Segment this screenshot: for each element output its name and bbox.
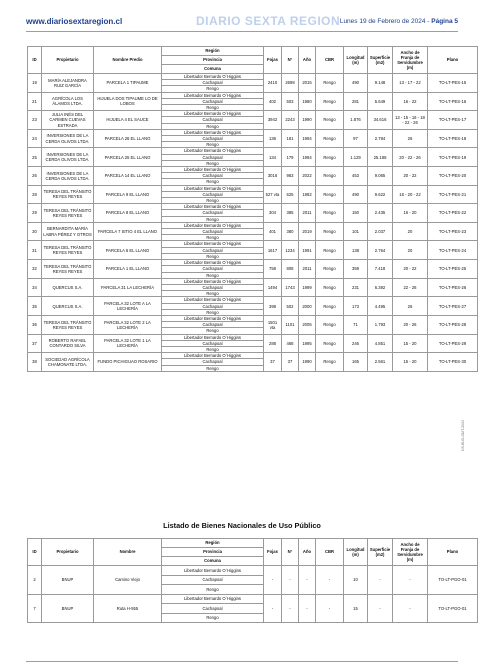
cell-id: 25 [28, 148, 42, 167]
cell-cbr: Rengo [316, 315, 344, 334]
cell-plan: TO-LT-PGO-01 [428, 594, 478, 623]
cell-region: Libertador Bernardo O´Higgins [162, 594, 264, 604]
cell-owner: QUERCUS S.A. [42, 297, 94, 316]
cell-plan: TO-LT-PES-23 [428, 222, 478, 241]
cell-province: Cachapoal [162, 575, 264, 585]
cell-id: 19 [28, 74, 42, 93]
cell-fojas: 37 [264, 353, 282, 372]
cell-region: Libertador Bernardo O´Higgins [162, 278, 264, 284]
cell-surface: 25.188 [368, 148, 393, 167]
cell-region: Libertador Bernardo O´Higgins [162, 566, 264, 576]
col-header-province: Provincia [162, 548, 264, 557]
cell-num: 808 [282, 260, 299, 279]
cell-id: 36 [28, 315, 42, 334]
cell-region: Libertador Bernardo O´Higgins [162, 260, 264, 266]
cell-province: Cachapoal [162, 154, 264, 160]
cell-province: Cachapoal [162, 229, 264, 235]
col-header-commune: Comuna [162, 557, 264, 566]
cell-num: 1101 [282, 315, 299, 334]
cell-surface: 5.649 [368, 92, 393, 111]
cell-year: - [299, 594, 316, 623]
cell-year: 1999 [299, 278, 316, 297]
cell-strip: 15 - 20 [393, 334, 428, 353]
cell-length: 165 [344, 353, 368, 372]
cell-year: 2005 [299, 315, 316, 334]
public-goods-table-body [28, 566, 478, 623]
cell-length: 138 [344, 241, 368, 260]
cell-plan: TO-LT-PES-17 [428, 111, 478, 130]
col-header-plan: Plano [428, 47, 478, 74]
cell-fojas: 304 [264, 204, 282, 223]
cell-surface: 9.148 [368, 74, 393, 93]
cell-id: 38 [28, 353, 42, 372]
cell-property: FUNDO PICHIGUAO ROSARIO [94, 353, 162, 372]
cell-region: Libertador Bernardo O´Higgins [162, 297, 264, 303]
cell-province: Cachapoal [162, 136, 264, 142]
table-row [28, 594, 478, 604]
cell-fojas: 134 [264, 148, 282, 167]
cell-year: - [299, 566, 316, 595]
cell-province: Cachapoal [162, 322, 264, 328]
cell-owner: AGRÍCOLA LOS ÁLAMOS LTDA. [42, 92, 94, 111]
cell-plan: TO-LT-PES-22 [428, 204, 478, 223]
cell-fojas: - [264, 594, 282, 623]
cell-plan: TO-LT-PES-26 [428, 278, 478, 297]
cell-num: 503 [282, 92, 299, 111]
cell-fojas: 398 [264, 297, 282, 316]
cell-province: Cachapoal [162, 303, 264, 309]
cell-owner: BERNARDITA MARÍA LABRA PÉREZ Y OTROS [42, 222, 94, 241]
cell-owner: JULIA INÉS DEL CARMEN CUEVAS ESTRADA [42, 111, 94, 130]
cell-region: Libertador Bernardo O´Higgins [162, 353, 264, 359]
cell-strip: 16 - 22 [393, 92, 428, 111]
cell-owner: ROBERTO RAFAEL CONTARDO SILVA [42, 334, 94, 353]
cell-commune: Rengo [162, 216, 264, 222]
cell-cbr: - [316, 594, 344, 623]
cell-id: 24 [28, 129, 42, 148]
cell-property: PARCELA 1 TIPAUME [94, 74, 162, 93]
cell-surface: 2.561 [368, 353, 393, 372]
cell-property: PARCELA 1 EL LLANO [94, 260, 162, 279]
cell-surface: 2.764 [368, 241, 393, 260]
cell-commune: Rengo [162, 160, 264, 166]
cell-fojas: 1501 vta [264, 315, 282, 334]
cell-cbr: Rengo [316, 92, 344, 111]
public-goods-table [27, 538, 478, 623]
cell-year: 1994 [299, 148, 316, 167]
cell-length: 359 [344, 260, 368, 279]
cell-surface: - [368, 594, 393, 623]
cell-id: 32 [28, 260, 42, 279]
cell-property: PARCELA 31 LA LECHERÍA [94, 278, 162, 297]
cell-num: 625 [282, 185, 299, 204]
col-header-id: ID [28, 539, 42, 566]
cell-province: Cachapoal [162, 604, 264, 614]
cell-plan: TO-LT-PES-20 [428, 167, 478, 186]
cell-strip: 16 - 20 [393, 204, 428, 223]
cell-surface: 2.435 [368, 204, 393, 223]
cell-num: - [282, 594, 299, 623]
col-header-property: Nombre Predio [94, 47, 162, 74]
cell-num: 179 [282, 148, 299, 167]
cell-province: Cachapoal [162, 284, 264, 290]
col-header-strip: Ancho de Franja de Servidumbre (m) [393, 47, 428, 74]
cell-region: Libertador Bernardo O´Higgins [162, 315, 264, 321]
cell-strip: - [393, 594, 428, 623]
cell-fojas: 401 [264, 222, 282, 241]
cell-commune: Rengo [162, 613, 264, 623]
cell-fojas: 758 [264, 260, 282, 279]
cell-region: Libertador Bernardo O´Higgins [162, 241, 264, 247]
cell-year: 1994 [299, 129, 316, 148]
cell-id: 28 [28, 185, 42, 204]
cell-year: 1991 [299, 241, 316, 260]
cell-commune: Rengo [162, 253, 264, 259]
cell-owner: BNUP [42, 566, 94, 595]
cell-id: 31 [28, 241, 42, 260]
cell-commune: Rengo [162, 291, 264, 297]
cell-cbr: Rengo [316, 334, 344, 353]
col-header-region: Región [162, 539, 264, 548]
col-header-length: Longitud (m) [344, 539, 368, 566]
cell-num: 181 [282, 129, 299, 148]
cell-length: 71 [344, 315, 368, 334]
cell-plan: TO-LT-PES-28 [428, 315, 478, 334]
cell-cbr: Rengo [316, 111, 344, 130]
cell-property: PARCELA 32 LOTE 1 LA LECHERÍA [94, 334, 162, 353]
cell-commune: Rengo [162, 86, 264, 92]
cell-region: Libertador Bernardo O´Higgins [162, 222, 264, 228]
cell-owner: BNUP [42, 594, 94, 623]
cell-cbr: Rengo [316, 297, 344, 316]
cell-province: Cachapoal [162, 359, 264, 365]
cell-num: 1234 [282, 241, 299, 260]
cell-fojas: 136 [264, 129, 282, 148]
col-header-region: Región [162, 47, 264, 56]
cell-commune: Rengo [162, 309, 264, 315]
cell-id: 30 [28, 222, 42, 241]
cell-commune: Rengo [162, 142, 264, 148]
cell-strip: 20 [393, 241, 428, 260]
cell-fojas: 3942 [264, 111, 282, 130]
cell-fojas: - [264, 566, 282, 595]
cell-region: Libertador Bernardo O´Higgins [162, 185, 264, 191]
cell-year: 2022 [299, 167, 316, 186]
cell-strip: 16 - 20 - 22 [393, 185, 428, 204]
cell-owner: TERESA DEL TRÁNSITO REYES REYES [42, 260, 94, 279]
cell-strip: 20 - 22 [393, 260, 428, 279]
col-header-name: Nombre [94, 539, 162, 566]
cell-num: 37 [282, 353, 299, 372]
cell-plan: TO-LT-PES-24 [428, 241, 478, 260]
cell-id: 29 [28, 204, 42, 223]
cell-length: 281 [344, 92, 368, 111]
cell-owner: INVERSIONES DE LA CERDA OLIVOS LTDA. [42, 148, 94, 167]
cell-fojas: 2410 [264, 74, 282, 93]
cell-owner: QUERCUS S.A. [42, 278, 94, 297]
cell-id: 2 [28, 566, 42, 595]
col-header-owner: Propietario [42, 539, 94, 566]
cell-strip: 13 - 15 - 16 - 18 - 22 - 26 [393, 111, 428, 130]
col-header-surface: Superficie (m2) [368, 539, 393, 566]
cell-surface: 2.784 [368, 129, 393, 148]
cell-id: 23 [28, 111, 42, 130]
cell-province: Cachapoal [162, 117, 264, 123]
cell-id: 7 [28, 594, 42, 623]
cell-plan: TO-LT-PES-30 [428, 353, 478, 372]
public-goods-table-head [28, 539, 478, 566]
cell-owner: SOCIEDAD AGRÍCOLA CHAMONATE LTDA. [42, 353, 94, 372]
cell-length: 101 [344, 222, 368, 241]
cell-region: Libertador Bernardo O´Higgins [162, 129, 264, 135]
cell-surface: 4.495 [368, 297, 393, 316]
footer-rule [26, 661, 458, 662]
cell-commune: Rengo [162, 346, 264, 352]
easements-table [27, 46, 478, 372]
cell-owner: TERESA DEL TRÁNSITO REYES REYES [42, 241, 94, 260]
cell-name: Camino Viejo [94, 566, 162, 595]
site-url[interactable]: www.diariosextaregion.cl [26, 17, 123, 26]
cell-length: 490 [344, 185, 368, 204]
col-header-surface: Superficie (m2) [368, 47, 393, 74]
cell-year: 1980 [299, 92, 316, 111]
easements-table-head [28, 47, 478, 74]
cell-fojas: 402 [264, 92, 282, 111]
cell-length: 150 [344, 204, 368, 223]
cell-strip: - [393, 566, 428, 595]
col-header-fojas: Fojas [264, 47, 282, 74]
cell-year: 1990 [299, 353, 316, 372]
cell-owner: TERESA DEL TRÁNSITO REYES REYES [42, 204, 94, 223]
cell-num: - [282, 566, 299, 595]
col-header-year: Año [299, 539, 316, 566]
cell-fojas: 1494 [264, 278, 282, 297]
col-header-strip: Ancho de Franja de Servidumbre (m) [393, 539, 428, 566]
cell-surface: 2.037 [368, 222, 393, 241]
cell-strip: 20 - 26 [393, 315, 428, 334]
cell-cbr: Rengo [316, 148, 344, 167]
cell-year: 2011 [299, 260, 316, 279]
cell-region: Libertador Bernardo O´Higgins [162, 204, 264, 210]
cell-commune: Rengo [162, 585, 264, 595]
cell-region: Libertador Bernardo O´Higgins [162, 334, 264, 340]
page-number: Página 5 [431, 18, 458, 25]
cell-fojas: 1617 [264, 241, 282, 260]
cell-province: Cachapoal [162, 247, 264, 253]
cell-province: Cachapoal [162, 80, 264, 86]
cell-num: 502 [282, 297, 299, 316]
col-header-id: ID [28, 47, 42, 74]
cell-province: Cachapoal [162, 210, 264, 216]
cell-cbr: Rengo [316, 222, 344, 241]
cell-length: 10 [344, 566, 368, 595]
cell-length: 1.129 [344, 148, 368, 167]
cell-commune: Rengo [162, 328, 264, 334]
cell-fojas: 3016 [264, 167, 282, 186]
cell-id: 26 [28, 167, 42, 186]
cell-strip: 22 - 26 [393, 278, 428, 297]
cell-owner: MARÍA ALEJANDRA RUIZ GARCÍA [42, 74, 94, 93]
cell-id: 34 [28, 278, 42, 297]
cell-num: 1743 [282, 278, 299, 297]
cell-num: 380 [282, 222, 299, 241]
cell-commune: Rengo [162, 179, 264, 185]
cell-length: 173 [344, 297, 368, 316]
cell-strip: 20 [393, 222, 428, 241]
cell-surface: 4.851 [368, 334, 393, 353]
cell-strip: 26 [393, 297, 428, 316]
col-header-commune: Comuna [162, 65, 264, 74]
cell-length: 97 [344, 129, 368, 148]
cell-region: Libertador Bernardo O´Higgins [162, 92, 264, 98]
cell-property: PARCELA 7 SITIO 4 EL LLANO [94, 222, 162, 241]
cell-region: Libertador Bernardo O´Higgins [162, 74, 264, 80]
cell-length: 15 [344, 594, 368, 623]
cell-cbr: Rengo [316, 278, 344, 297]
cell-province: Cachapoal [162, 191, 264, 197]
section-title: Listado de Bienes Nacionales de Uso Público [163, 521, 321, 530]
cell-num: 983 [282, 167, 299, 186]
cell-length: 1.876 [344, 111, 368, 130]
cell-plan: TO-LT-PES-19 [428, 148, 478, 167]
cell-year: 2011 [299, 204, 316, 223]
cell-plan: TO-LT-PES-29 [428, 334, 478, 353]
cell-strip: 20 - 22 - 26 [393, 148, 428, 167]
cell-plan: TO-LT-PES-15 [428, 74, 478, 93]
cell-id: 35 [28, 297, 42, 316]
cell-cbr: Rengo [316, 74, 344, 93]
cell-year: 1990 [299, 111, 316, 130]
cell-length: 231 [344, 278, 368, 297]
cell-province: Cachapoal [162, 340, 264, 346]
cell-num: 468 [282, 334, 299, 353]
cell-surface: 34.616 [368, 111, 393, 130]
cell-surface: 9.065 [368, 167, 393, 186]
cell-owner: INVERSIONES DE LA CERDA OLIVOS LTDA. [42, 167, 94, 186]
col-header-owner: Propietario [42, 47, 94, 74]
cell-surface: 1.793 [368, 315, 393, 334]
cell-plan: TO-LT-PES-25 [428, 260, 478, 279]
cell-strip: 15 - 20 [393, 353, 428, 372]
date-text: Lunes 19 de Febrero de 2024 [339, 18, 426, 25]
issue-date: Lunes 19 de Febrero de 2024 - Página 5 [339, 18, 458, 25]
cell-year: 1995 [299, 334, 316, 353]
cell-name: Ruta H-555 [94, 594, 162, 623]
cell-plan: TO-LT-PES-16 [428, 92, 478, 111]
cell-surface: 9.622 [368, 185, 393, 204]
col-header-length: Longitud (m) [344, 47, 368, 74]
cell-length: 453 [344, 167, 368, 186]
cell-commune: Rengo [162, 272, 264, 278]
cell-region: Libertador Bernardo O´Higgins [162, 167, 264, 173]
cell-fojas: 288 [264, 334, 282, 353]
cell-property: PARCELA 6 EL LLANO [94, 241, 162, 260]
cell-plan: TO-LT-PES-18 [428, 129, 478, 148]
cell-property: HIJUELA 4 EL SAUCE [94, 111, 162, 130]
cell-strip: 26 [393, 129, 428, 148]
cell-commune: Rengo [162, 365, 264, 371]
cell-cbr: Rengo [316, 204, 344, 223]
cell-commune: Rengo [162, 235, 264, 241]
cell-year: 2000 [299, 297, 316, 316]
cell-property: PARCELA 26 EL LLANO [94, 129, 162, 148]
cell-owner: INVERSIONES DE LA CERDA OLIVOS LTDA. [42, 129, 94, 148]
cell-property: PARCELA 32 LOTE A LA LECHERÍA [94, 297, 162, 316]
cell-region: Libertador Bernardo O´Higgins [162, 148, 264, 154]
cell-cbr: - [316, 566, 344, 595]
cell-commune: Rengo [162, 123, 264, 129]
masthead [26, 16, 458, 30]
cell-id: 21 [28, 92, 42, 111]
cell-num: 385 [282, 204, 299, 223]
cell-plan: TO-LT-PES-21 [428, 185, 478, 204]
col-header-cbr: CBR [316, 47, 344, 74]
cell-year: 2015 [299, 74, 316, 93]
col-header-number: N° [282, 47, 299, 74]
cell-id: 37 [28, 334, 42, 353]
cell-strip: 20 - 22 [393, 167, 428, 186]
cell-plan: TO-LT-PES-27 [428, 297, 478, 316]
cell-cbr: Rengo [316, 260, 344, 279]
table-row [28, 566, 478, 576]
cell-cbr: Rengo [316, 241, 344, 260]
cell-num: 2243 [282, 111, 299, 130]
cell-year: 2019 [299, 222, 316, 241]
easements-table-body [28, 74, 478, 372]
cell-year: 1982 [299, 185, 316, 204]
cell-surface: 6.392 [368, 278, 393, 297]
cell-num: 2698 [282, 74, 299, 93]
cell-commune: Rengo [162, 105, 264, 111]
cell-cbr: Rengo [316, 129, 344, 148]
cell-plan: TO-LT-PGO-01 [428, 566, 478, 595]
cell-property: PARCELA 9 EL LLANO [94, 185, 162, 204]
cell-province: Cachapoal [162, 266, 264, 272]
cell-owner: TERESA DEL TRÁNSITO REYES REYES [42, 315, 94, 334]
cell-cbr: Rengo [316, 353, 344, 372]
cell-length: 490 [344, 74, 368, 93]
cell-strip: 13 - 17 - 22 [393, 74, 428, 93]
cell-property: PARCELA 25 EL LLANO [94, 148, 162, 167]
cell-province: Cachapoal [162, 98, 264, 104]
cell-property: PARCELA 14 EL LLANO [94, 167, 162, 186]
cell-length: 246 [344, 334, 368, 353]
cell-property: PARCELA 32 LOTE 2 LA LECHERÍA [94, 315, 162, 334]
col-header-plan: Plano [428, 539, 478, 566]
side-code: OS-BUS-OMT-2024 [461, 420, 465, 452]
cell-province: Cachapoal [162, 173, 264, 179]
col-header-number: N° [282, 539, 299, 566]
col-header-year: Año [299, 47, 316, 74]
col-header-cbr: CBR [316, 539, 344, 566]
cell-property: HIJUELA DOS TIPAUME LO DE LOBOS [94, 92, 162, 111]
cell-region: Libertador Bernardo O´Higgins [162, 111, 264, 117]
header-rule [26, 31, 458, 32]
col-header-fojas: Fojas [264, 539, 282, 566]
cell-cbr: Rengo [316, 185, 344, 204]
col-header-province: Provincia [162, 56, 264, 65]
cell-owner: TERESA DEL TRÁNSITO REYES REYES [42, 185, 94, 204]
cell-property: PARCELA 8 EL LLANO [94, 204, 162, 223]
newspaper-name: DIARIO SEXTA REGION [196, 14, 341, 28]
cell-commune: Rengo [162, 198, 264, 204]
cell-surface: 7.418 [368, 260, 393, 279]
cell-fojas: 527 vta [264, 185, 282, 204]
cell-cbr: Rengo [316, 167, 344, 186]
cell-surface: - [368, 566, 393, 595]
